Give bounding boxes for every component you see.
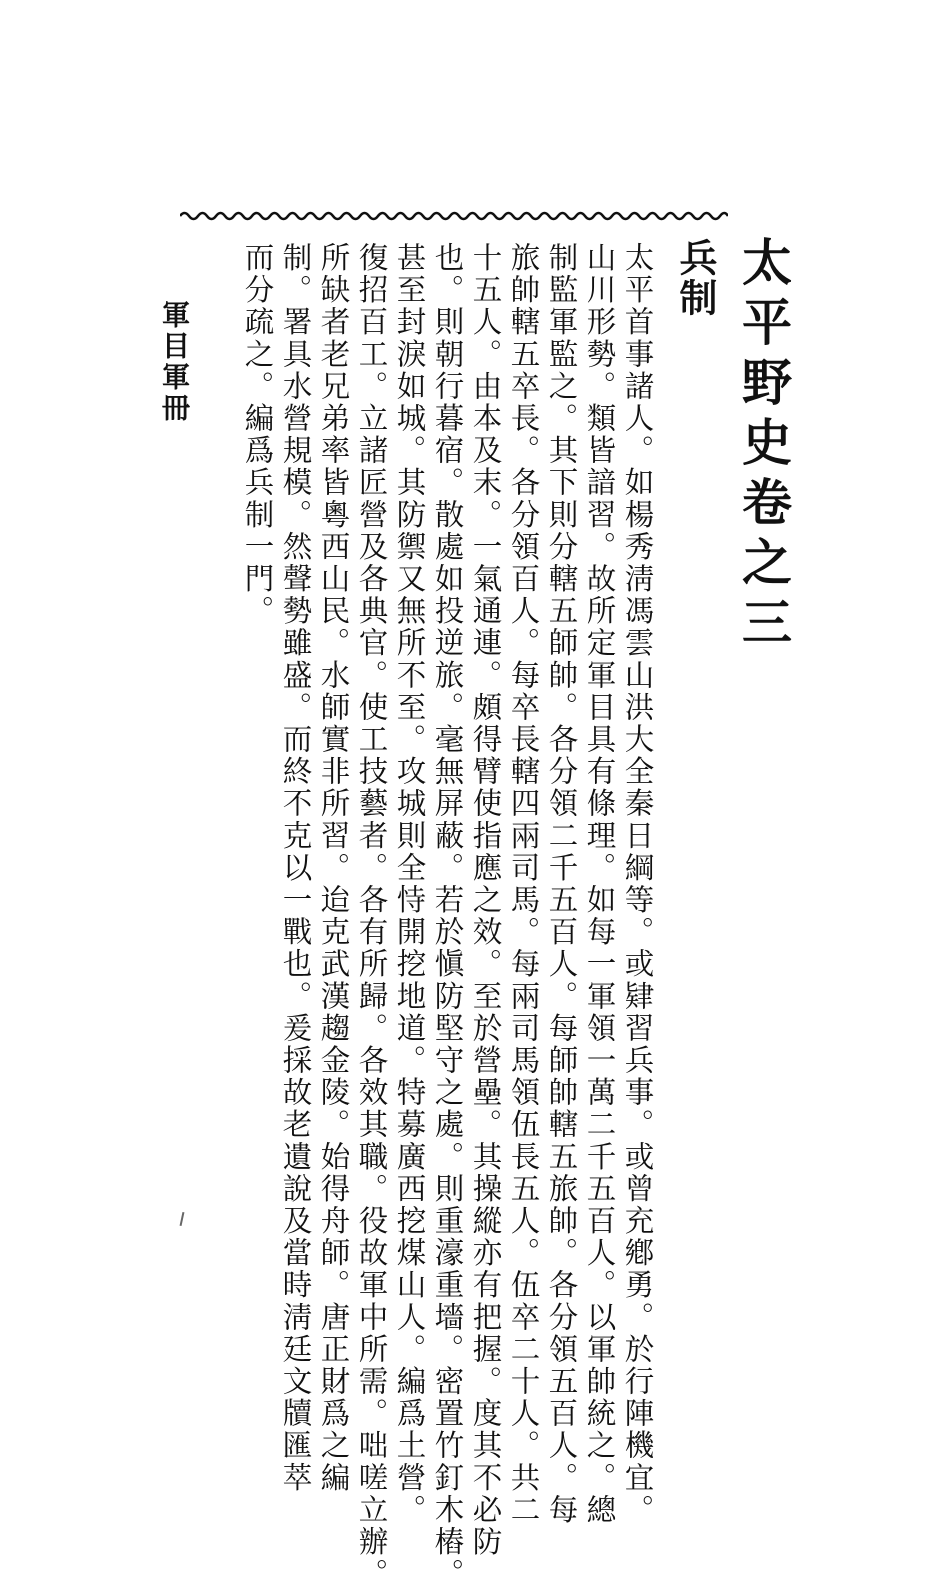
text-column: 制。署具水營規模。然聲勢雖盛。而終不克以一戰也。爰採故老遺說及當時淸廷文牘匯萃 [278,242,313,1494]
text-column: 太平首事諸人。如楊秀淸馮雲山洪大全秦日綱等。或肄習兵事。或曾充鄕勇。於行陣機宜。 [620,242,655,1526]
text-column: 旅帥轄五卒長。各分領百人。每卒長轄四兩司馬。每兩司馬領伍長五人。伍卒二十人。共二 [506,242,541,1526]
text-column: 復招百工。立諸匠營及各典官。使工技藝者。各有所歸。各效其職。役故軍中所需。咄嗟立辦。 [354,242,389,1590]
section-heading: 兵制 [673,238,718,318]
text-column: 制監軍監之。其下則分轄五師帥。各分領二千五百人。每師帥轄五旅帥。各分領五百人。每 [544,242,579,1526]
ink-speck [180,1212,185,1226]
text-column: 山川形勢。類皆諳習。故所定軍目具有條理。如每一軍領一萬二千五百人。以軍帥統之。總 [582,242,617,1526]
text-column: 所缺者老兄弟率皆粵西山民。水師實非所習。迨克武漢趨金陵。始得舟師。唐正財爲之編 [316,242,351,1494]
wavy-divider-rule [180,208,728,224]
text-column: 十五人。由本及末。一氣通連。頗得臂使指應之效。至於營壘。其操縱亦有把握。度其不必防 [468,242,503,1559]
text-column: 而分疏之。編爲兵制一門。 [240,242,275,628]
text-column: 甚至封淚如城。其防禦又無所不至。攻城則全恃開挖地道。特募廣西挖煤山人。編爲土營。 [392,242,427,1526]
subheading: 軍目軍冊 [158,300,191,424]
text-column: 也。則朝行暮宿。散處如投逆旅。毫無屏蔽。若於愼防堅守之處。則重濠重墻。密置竹釘木樁。 [430,242,465,1590]
page-title: 太平野史卷之三 [734,236,793,656]
